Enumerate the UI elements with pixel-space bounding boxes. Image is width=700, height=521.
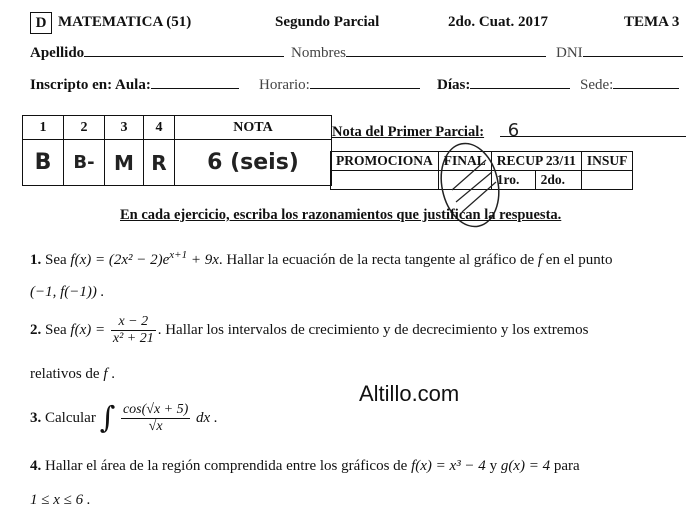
promo-header: PROMOCIONA [331,152,439,171]
grade-mark: B [23,140,64,186]
problem-text: Hallar el área de la región comprendida entre los gráficos de [45,458,408,474]
grades-table [22,115,332,186]
grade-mark: B- [64,140,105,186]
apellido-label: Apellido [30,45,85,61]
promo-cell [581,171,633,190]
fraction-denominator: x² + 21 [112,331,154,346]
problem-text: . Hallar los intervalos de crecimiento y de decrecimiento y los extremos [157,321,589,338]
formula: 1 ≤ x ≤ 6 . [30,492,91,508]
grade-mark: M [105,140,144,186]
nombres-field[interactable] [291,42,546,62]
fraction [121,402,190,435]
problem-text: y [489,458,498,474]
problem-text: Sea [45,252,67,268]
problem-text: para [553,458,580,474]
dni-field[interactable] [556,42,683,62]
problem-4-range [30,490,91,510]
problem-text: relativos de [30,366,100,382]
first-partial-value: 6 [507,120,520,141]
grade-header: 2 [64,116,105,140]
horario-field[interactable] [259,74,420,94]
problem-text: . [111,366,115,382]
formula: + 9x [190,252,219,268]
dias-field[interactable] [437,74,570,94]
problem-2-cont [30,364,115,384]
instruction: En cada ejercicio, escriba los razonamientos que justifican la respuesta. [120,207,562,223]
formula: f(x) = (2x² − 2)e [70,252,170,268]
formula: f(x) = x³ − 4 [411,458,486,474]
promo-header: RECUP 23/11 [491,152,581,171]
tema-letter-box: D [30,12,52,34]
formula: f [537,252,543,268]
promo-header: INSUF [581,152,633,171]
problem-text: en el punto [545,252,613,268]
problem-text: Sea [45,321,67,338]
exponent: x+1 [169,249,188,261]
problem-4 [30,456,580,476]
nombres-label: Nombres [291,45,346,61]
formula: (−1, f(−1)) . [30,284,105,300]
problem-1-point [30,282,104,302]
dni-label: DNI [556,45,583,61]
tema-label: TEMA 3 [624,14,680,30]
promo-sub: 1ro. [491,171,535,190]
horario-label: Horario: [259,77,310,93]
grade-header: 3 [105,116,144,140]
promo-header: FINAL [438,152,491,171]
nota-header: NOTA [175,116,332,140]
problem-1 [30,245,612,270]
formula: dx . [196,409,218,426]
formula: f [103,366,108,382]
sede-field[interactable] [580,74,679,94]
nota-mark: 6 (seis) [175,140,332,186]
sede-label: Sede: [580,77,614,93]
fraction-numerator: cos(√x + 5) [122,402,189,417]
grade-mark: R [144,140,175,186]
first-partial-label: Nota del Primer Parcial: [332,124,485,140]
integral-sign: ∫ [99,400,116,436]
promo-sub: 2do. [535,171,581,190]
dias-label: Días: [437,77,471,93]
grade-header: 1 [23,116,64,140]
formula: f(x) = [70,321,106,338]
term-label: 2do. Cuat. 2017 [448,14,549,30]
grades-header-row [23,116,332,140]
exam-title: Segundo Parcial [275,14,380,30]
problem-number: 2. [30,321,42,338]
fraction [111,314,156,347]
grade-header: 4 [144,116,175,140]
subject-title: MATEMATICA (51) [58,14,192,30]
problem-text: Calcular [45,409,96,426]
inscripto-label: Inscripto en: Aula: [30,77,151,93]
formula: g(x) = 4 [500,458,551,474]
problem-number: 4. [30,458,42,474]
problem-text: . Hallar la ecuación de la recta tangente al gráfico de [218,252,535,268]
aula-field[interactable] [30,74,239,94]
problem-number: 1. [30,252,42,268]
fraction-numerator: x − 2 [111,314,156,331]
problem-2 [30,314,588,347]
fraction-denominator: √x [148,419,163,434]
watermark: Altillo.com [359,381,460,406]
apellido-field[interactable] [30,42,284,62]
problem-3 [30,402,218,435]
grades-mark-row [23,140,332,186]
problem-number: 3. [30,409,42,426]
